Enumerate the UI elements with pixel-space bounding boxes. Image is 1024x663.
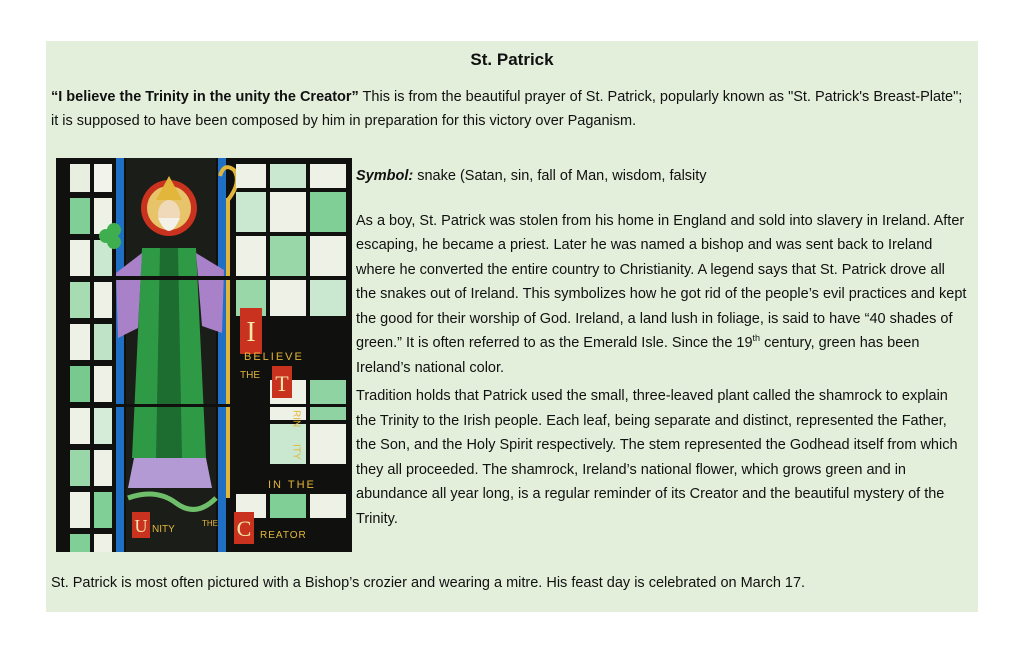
word-reator: REATOR	[260, 530, 307, 541]
letter-c: C	[236, 516, 252, 541]
intro-quote: “I believe the Trinity in the unity the Creator”	[51, 89, 359, 105]
stained-glass-image	[56, 158, 352, 552]
page-title: St. Patrick	[470, 50, 554, 69]
intro-paragraph	[51, 85, 966, 133]
intro-text: This is from the beautiful prayer of St. Patrick, popularly known as "St. Patrick's Breast-Plate"; it is supposed to have been composed by him in preparation for this victory over Paganism.	[51, 89, 963, 129]
word-ity: ITY	[290, 444, 302, 460]
document-panel	[46, 41, 978, 612]
letter-u: U	[134, 516, 148, 536]
paragraph-2: Tradition holds that Patrick used the small, three-leaved plant called the shamrock to explain the Trinity to the Irish people. Each leaf, being separate and distinct, represented the Father, the Son, and the Holy Spirit respectively. The stem represented the Godhead itself from which they all proceeded. The shamrock, Ireland’s national flower, which grows green and in abundance all year long, is a regular reminder of its Creator and the beautiful mystery of the Trinity.	[356, 388, 958, 527]
paragraph-1-sup: th	[752, 333, 761, 344]
symbol-label: Symbol:	[356, 168, 414, 184]
paragraph-1-text: As a boy, St. Patrick was stolen from his home in England and sold into slavery in Ireland. After escaping, he became a priest. Later he was named a bishop and was sent back to Ireland where he converted the entire country to Christianity. A legend says that St. Patrick drove all the snakes out of Ireland. This symbolizes how he got rid of the people’s evil practices and kept the good for their worship of God. Ireland, a land lush in foliage, is said to have “40 shades of green.” It is often referred to as the Emerald Isle. Since the 19	[356, 212, 967, 351]
word-the-1: THE	[240, 370, 260, 381]
word-nity: NITY	[152, 524, 175, 535]
letter-t: T	[275, 371, 289, 396]
symbol-line	[356, 164, 968, 189]
symbol-text: snake (Satan, sin, fall of Man, wisdom, falsity	[413, 168, 707, 184]
body-text	[356, 164, 968, 531]
closing-paragraph: St. Patrick is most often pictured with a Bishop’s crozier and wearing a mitre. His feast day is celebrated on March 17.	[51, 575, 806, 591]
word-believe: BELIEVE	[244, 351, 304, 363]
paragraph-1	[356, 209, 968, 381]
word-rin: RIN	[290, 410, 302, 428]
letter-i: I	[246, 317, 256, 348]
word-the-2: THE	[202, 519, 218, 528]
paragraph-1-tail: century, green has been Ireland’s national color.	[356, 335, 920, 376]
word-in-the: IN THE	[268, 479, 316, 491]
